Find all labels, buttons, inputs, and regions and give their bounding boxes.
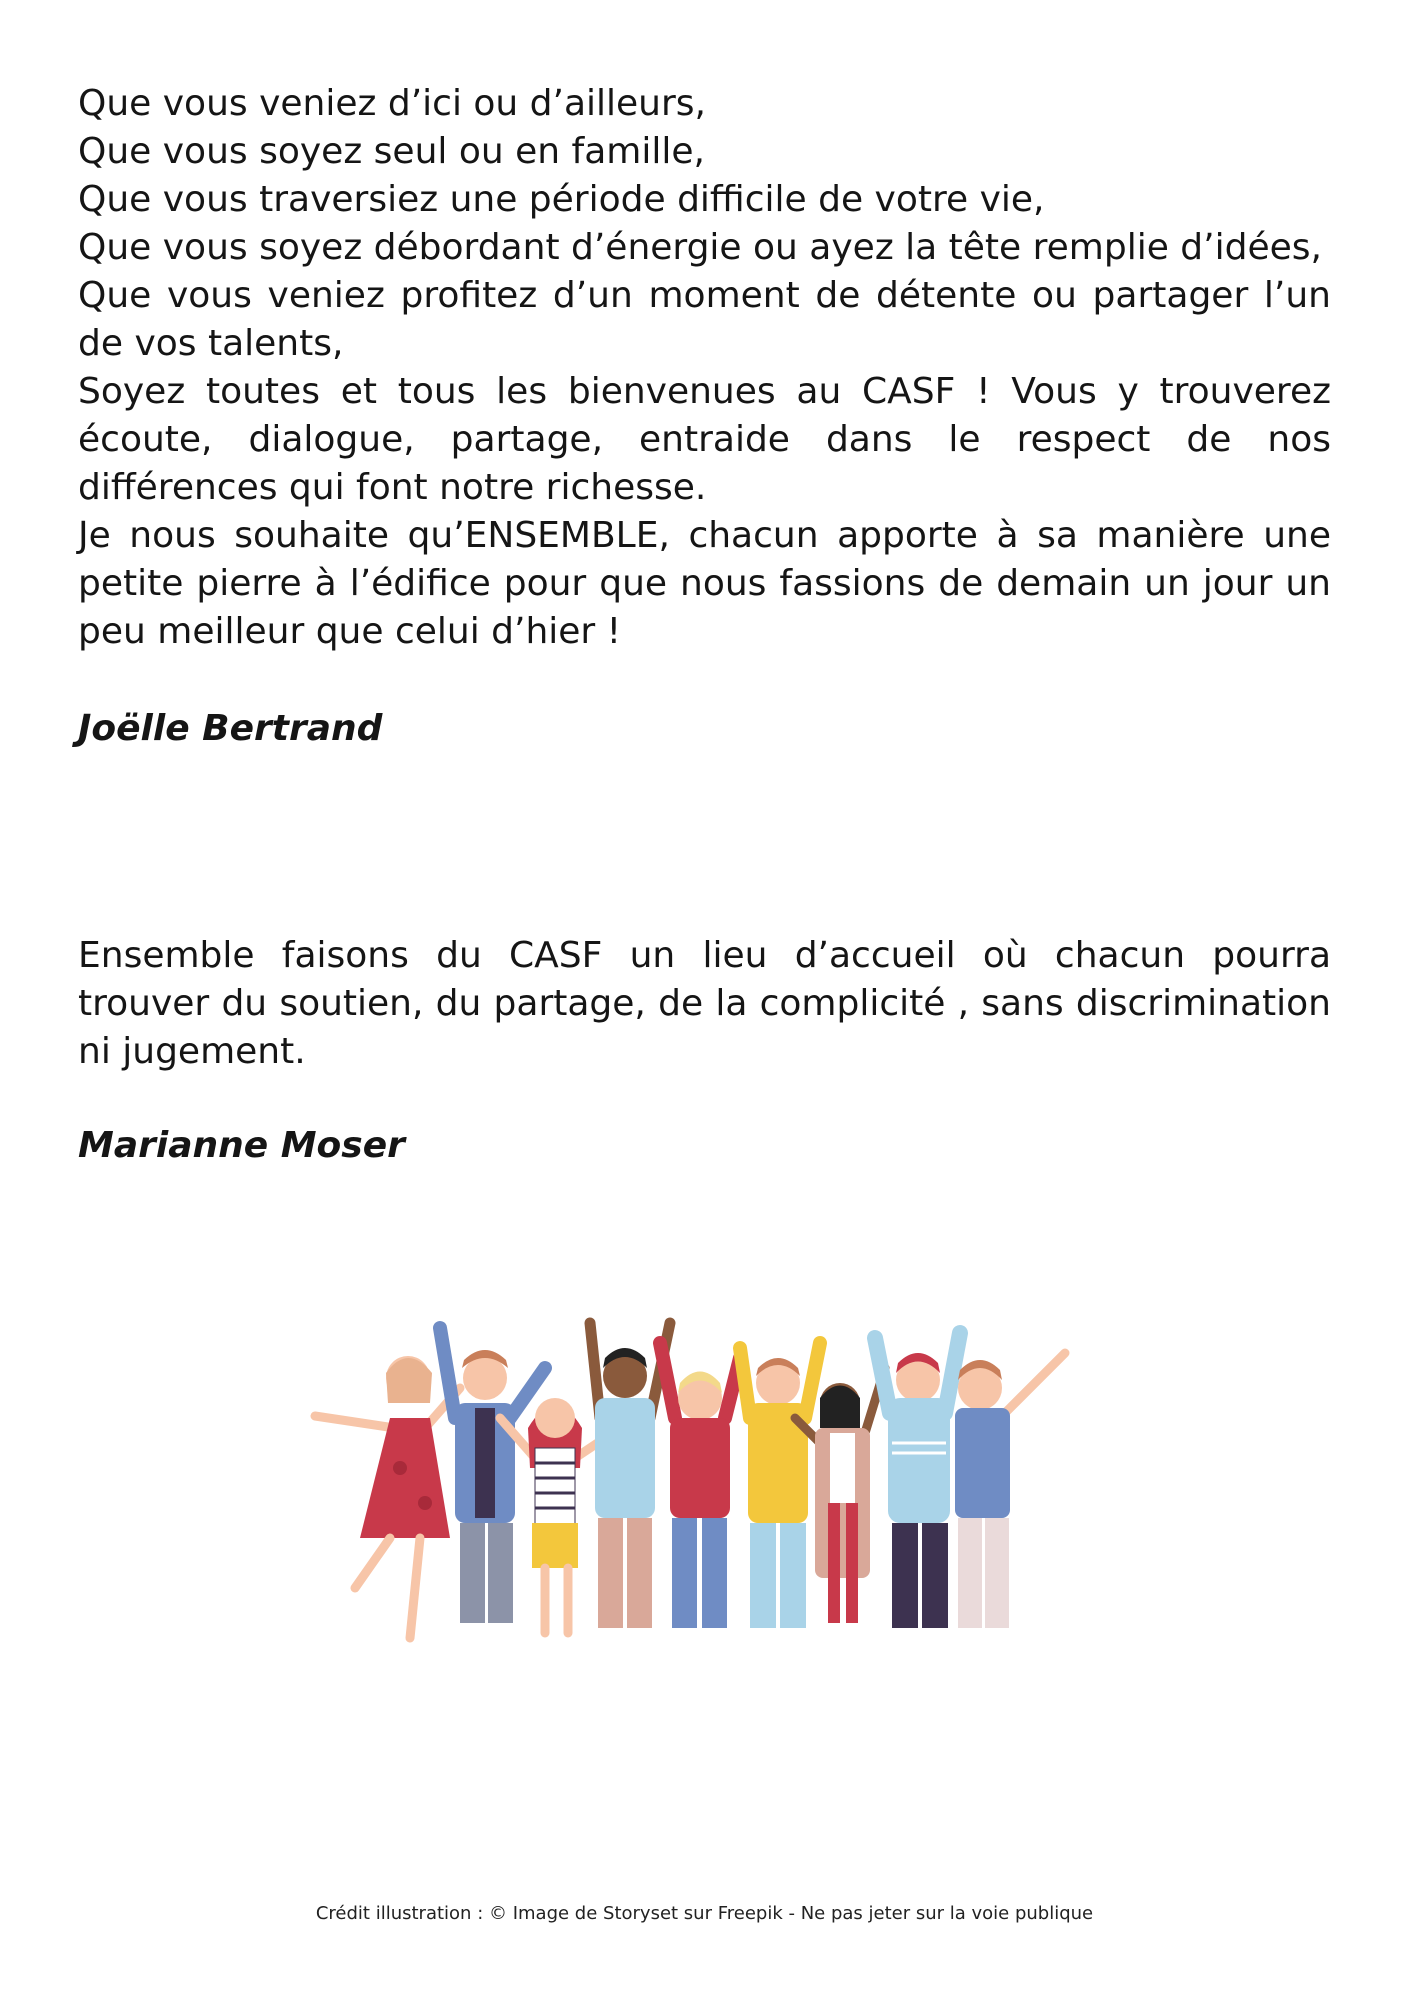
person-light-blue-shirt	[590, 1323, 670, 1628]
person-red-dress	[315, 1356, 460, 1638]
second-message-text: Ensemble faisons du CASF un lieu d’accueil où chacun pourra trouver du soutien, du partage, de la complicité , sans discrimination ni jugement.	[78, 935, 1331, 1072]
signature-marianne: Marianne Moser	[78, 1125, 405, 1166]
welcome-paragraph: Que vous veniez profitez d’un moment de détente ou partager l’un de vos talents,	[78, 275, 1331, 364]
person-red-sweater	[660, 1343, 740, 1628]
welcome-line: Que vous traversiez une période difficile de votre vie,	[78, 179, 1045, 220]
person-blue-tshirt	[955, 1353, 1065, 1628]
person-yellow-sweater	[740, 1343, 820, 1628]
welcome-message	[78, 80, 1331, 656]
welcome-paragraph: Soyez toutes et tous les bienvenues au CASF ! Vous y trouverez écoute, dialogue, partage, entraide dans le respect de nos différences qui font notre richesse.	[78, 371, 1331, 508]
group-of-people-cheering-illustration	[300, 1268, 1110, 1728]
second-message	[78, 932, 1331, 1076]
illustration-credit: Crédit illustration : © Image de Storyset sur Freepik - Ne pas jeter sur la voie publique	[315, 1903, 1094, 1924]
person-blue-jacket	[440, 1328, 545, 1623]
welcome-line: Que vous soyez seul ou en famille,	[78, 131, 705, 172]
welcome-line: Que vous soyez débordant d’énergie ou ayez la tête remplie d’idées,	[78, 227, 1322, 268]
welcome-paragraph: Je nous souhaite qu’ENSEMBLE, chacun apporte à sa manière une petite pierre à l’édifice pour que nous fassions de demain un jour un peu meilleur que celui d’hier !	[78, 515, 1331, 652]
welcome-line: Que vous veniez d’ici ou d’ailleurs,	[78, 83, 706, 124]
signature-joelle: Joëlle Bertrand	[78, 708, 383, 749]
person-light-blue-sweater	[875, 1333, 960, 1628]
person-striped-top	[500, 1398, 605, 1633]
